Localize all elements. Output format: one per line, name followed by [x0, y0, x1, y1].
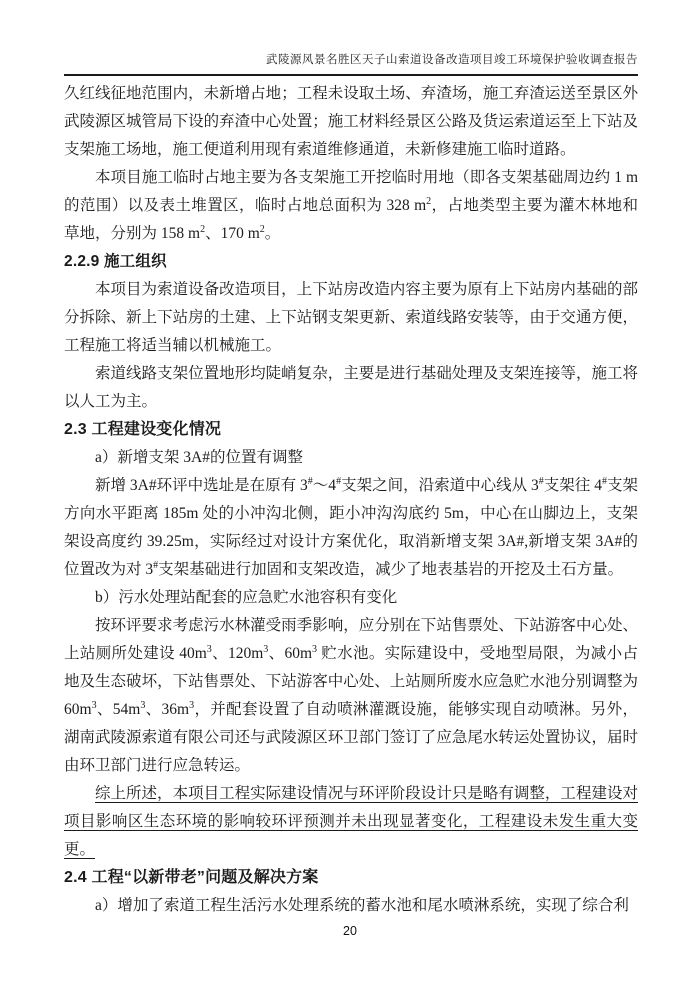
paragraph: 久红线征地范围内，未新增占地；工程未设取土场、弃渣场，施工弃渣运送至景区外武陵源区城管局下设的弃渣中心处置；施工材料经景区公路及货运索道运至上下站及支架施工场地，施工便道利用现有索道维修通道，未新修建施工临时道路。: [64, 85, 638, 158]
paragraph: 按环评要求考虑污水林灌受雨季影响，应分别在下站售票处、下站游客中心处、上站厕所处建设 $40m^3$、$120m^3$、$60m^3$ 贮水池。实际建设中，受地型局限，为减小占地及生态破坏，下站售票处、下站游客中心处、上站厕所废水应急贮水池分别调整为$60m^3$、$54m^3$、$36m^3$，并配套设置了自动喷淋灌溉设施，能够实现自动喷淋。另外，湖南武陵源索道有限公司还与武陵源区环卫部门签订了应急尾水转运处置协议，届时由环卫部门进行应急转运。: [64, 617, 638, 774]
paragraph: 本项目为索道设备改造项目，上下站房改造内容主要为原有上下站房内基础的部分拆除、新上下站房的土建、上下站钢支架更新、索道线路安装等，由于交通方便，工程施工将适当辅以机械施工。: [64, 281, 638, 354]
paragraph: a）增加了索道工程生活污水处理系统的蓄水池和尾水喷淋系统，实现了综合利: [95, 897, 629, 914]
paragraph: 本项目施工临时占地主要为各支架施工开挖临时用地（即各支架基础周边约 1 m 的范围）以及表土堆置区，临时占地总面积为 328 $m^2$，占地类型主要为灌木林地和草地，分别为 158 $m^2$、170 $m^2$。: [64, 169, 638, 242]
paragraph: 综上所述，本项目工程实际建设情况与环评阶段设计只是略有调整，工程建设对项目影响区生态环境的影响较环评预测并未出现显著变化，工程建设未发生重大变更。: [64, 785, 638, 858]
paragraph: 新增 3A#环评中选址是在原有 3#～4#支架之间，沿索道中心线从 3#支架往 4#支架方向水平距离 185m 处的小冲沟北侧，距小冲沟沟底约 5m，中心在山脚边上，支架架设高度约 39.25m，实际经过对设计方案优化，取消新增支架 3A#,新增支架 3A#的位置改为对 3#支架基础进行加固和支架改造，减少了地表基岩的开挖及土石方量。: [64, 475, 638, 578]
page-footer: [0, 922, 700, 940]
running-header-title: 武陵源风景名胜区天子山索道设备改造项目竣工环境保护验收调查报告: [266, 54, 638, 66]
section-heading: 2.2.9 施工组织: [64, 253, 167, 270]
section-heading: 2.4 工程“以新带老”问题及解决方案: [64, 869, 319, 886]
page-number: 20: [343, 924, 357, 938]
paragraph: b）污水处理站配套的应急贮水池容积有变化: [95, 589, 398, 606]
document-body: [64, 80, 638, 920]
paragraph: a）新增支架 3A#的位置有调整: [95, 449, 303, 466]
page-header: [64, 52, 638, 76]
section-heading: 2.3 工程建设变化情况: [64, 421, 222, 438]
paragraph: 索道线路支架位置地形均陡峭复杂，主要是进行基础处理及支架连接等，施工将以人工为主。: [64, 365, 638, 410]
